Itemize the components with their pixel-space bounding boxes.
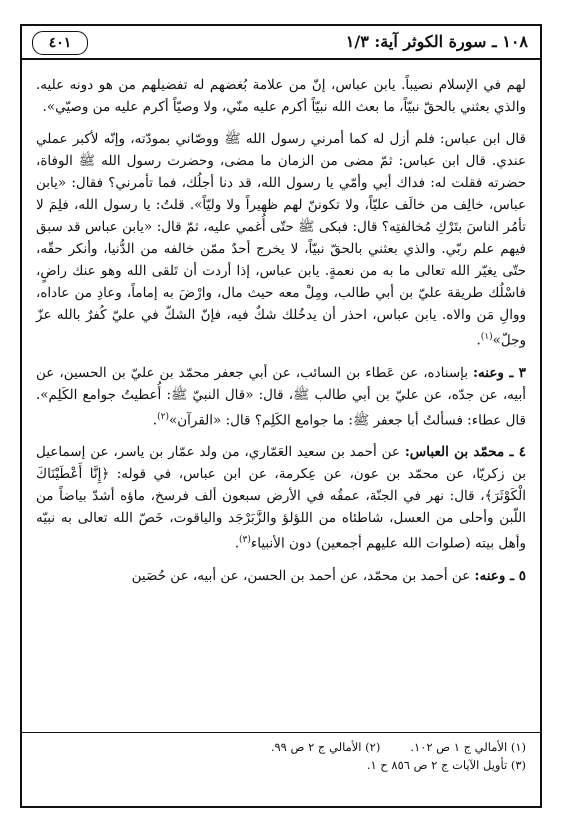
header-title: ١٠٨ ـ سورة الكوثر آية: ١/٣ (345, 32, 528, 51)
paragraph-2: قال ابن عباس: فلم أزل له كما أمرني رسول الله ﷺ ووصّاني بمودّته، وإنّه لأكبر عملي عندي. قال ابن عباس: ثمّ مضى من الزمان ما مضى، وحضرت رسول الله ﷺ الوفاة، حضرته فقلت له: فداك أبي وأمّي يا رسول الله، قد دنا أجلُك، فما تأمرني؟ فقال: «يابن عباس، خالِف من خالَف عليّاً، ولا تكوننّ لهم ظهيراً ولا وليّاً». قلتُ: يا رسول الله، فلِمَ لا تأمُر الناسَ بتَرْكِ مُخالفتِه؟ قال: فبكى ﷺ حتّى أُغمي عليه، ثمّ قال: «يابن عباس قد سبق فيهم علم ربّي. والذي بعثني بالحقّ نبيّاً، لا يخرج أحدٌ ممّن خالفه من الدُّنيا، وأنكر حقّه، حتّى يغيّر الله تعالى ما به من نعمةٍ. يابن عباس، إذا أردت أن تَلقى الله وهو عنك راضٍ، فاسْلُك طريقة عليّ بن أبي طالب، ومِلْ معه حيث مال، وارْضَ به إماماً، وعادِ من عاداه، ووالِ مَن والاه. يابن عباس، احذر أن يدخُلك شكٌ فيه، فإنّ الشكّ في عليّ كُفرٌ بالله عزّ وجلّ»$^{(١)}$. (36, 131, 526, 349)
paragraph-1 (36, 74, 526, 118)
paragraph-lead: ٥ ـ وعنه: (474, 567, 526, 584)
paragraph-lead: ٣ ـ وعنه: (473, 364, 526, 381)
paragraph-text: لهم في الإسلام نصيباً. يابن عباس، إنّ من علامة بُغضهم له تفضيلهم من هو دونه عليه. والذي بعثني بالحقّ نبيّاً، ما بعث الله نبيّاً أكرم عليه منّي، ولا وصيّاً أكرم عليه من وصيّي». (36, 77, 526, 115)
footnote-2: (٢) الأمالي ج ٢ ص ٩٩. (270, 740, 381, 754)
paragraph-4: ٤ ـ محمّد بن العباس: عن أحمد بن سعيد العَمّاري، من ولد عمّار بن ياسر، عن إسماعيل بن زكريّا، عن محمّد بن عون، عن عِكرمة، عن ابن عباس، في قوله: ﴿إِنَّا أَعْطَيْنَاكَ الْكَوْثَرَ﴾، قال: نهر في الجنّة، عمقُه في الأرض سبعون ألف فرسخ، ماؤه أشدّ بياضاً من اللّبن وأحلى من العسل، شاطئاه من اللؤلؤ والزَّبَرْجَد والياقوت، خَصّ الله تعالى به نبيّه وأهل بيته (صلوات الله عليهم أجمعين) دون الأنبياء$^{(٣)}$. (36, 444, 527, 552)
footnote-3: (٣) تأويل الآيات ج ٢ ص ٨٥٦ ح ١. (366, 758, 526, 772)
footnote-row (36, 738, 526, 756)
footnote-marker: (٢) (157, 411, 169, 422)
body-text (36, 74, 526, 597)
paragraph-text: عن أحمد بن محمّد، عن أحمد بن الحسن، عن أبيه، عن حُصَين (131, 567, 471, 584)
page-header (22, 26, 540, 60)
footnote-divider (22, 732, 540, 733)
footnote-marker: (١) (480, 332, 493, 342)
paragraph-text: بإسناده، عن عَطاء بن السائب، عن أبي جعفر محمّد بن عليّ بن الحسين، عن أبيه، عن جدّه، عن عليّ بن أبي طالب ﷺ، قال: «قال النبيّ ﷺ: أُعطيتُ جوامع الكَلِم». قال عطاء: فسألتُ أبا جعفر ﷺ: ما جوامع الكَلِم؟ قال: «القرآن» (36, 364, 526, 428)
paragraph-text: عن أحمد بن سعيد العَمّاري، من ولد عمّار بن ياسر، عن إسماعيل بن زكريّا، عن محمّد بن عون، عن عِكرمة، عن ابن عباس، في قوله: ﴿إِنَّا أَعْطَيْنَاكَ الْكَوْثَرَ﴾، قال: نهر في الجنّة، عمقُه في الأرض سبعون ألف فرسخ، ماؤه أشدّ بياضاً من اللّبن وأحلى من العسل، شاطئاه من اللؤلؤ والزَّبَرْجَد والياقوت، خَصّ الله تعالى به نبيّه وأهل بيته (صلوات الله عليهم أجمعين) دون الأنبياء (36, 444, 526, 552)
page-number-badge: ٤٠١ (32, 31, 88, 55)
footnotes (36, 738, 526, 774)
paragraph-lead: ٤ ـ محمّد بن العباس: (404, 444, 527, 460)
footnote-1: (١) الأمالي ج ١ ص ١٠٢. (410, 740, 526, 754)
page-frame (20, 24, 542, 808)
paragraph-text: قال ابن عباس: فلم أزل له كما أمرني رسول الله ﷺ ووصّاني بمودّته، وإنّه لأكبر عملي عندي. قال ابن عباس: ثمّ مضى من الزمان ما مضى، وحضرت رسول الله ﷺ الوفاة، حضرته فقلت له: فداك أبي وأمّي يا رسول الله، قد دنا أجلُك، فما تأمرني؟ فقال: «يابن عباس، خالِف من خالَف عليّاً، ولا تكوننّ لهم ظهيراً ولا وليّاً». قلتُ: يا رسول الله، فلِمَ لا تأمُر الناسَ بتَرْكِ مُخالفتِه؟ قال: فبكى ﷺ حتّى أُغمي عليه، ثمّ قال: «يابن عباس قد سبق فيهم علم ربّي. والذي بعثني بالحقّ نبيّاً، لا يخرج أحدٌ ممّن خالفه من الدُّنيا، وأنكر حقّه، حتّى يغيّر الله تعالى ما به من نعمةٍ. يابن عباس، إذا أردت أن تَلقى الله وهو عنك راضٍ، فاسْلُك طريقة عليّ بن أبي طالب، ومِلْ معه حيث مال، وارْضَ به إماماً، وعادِ من عاداه، ووالِ مَن والاه. يابن عباس، احذر أن يدخُلك شكٌ فيه، فإنّ الشكّ في عليّ كُفرٌ بالله عزّ وجلّ» (36, 131, 526, 349)
paragraph-3: ٣ ـ وعنه: بإسناده، عن عَطاء بن السائب، عن أبي جعفر محمّد بن عليّ بن الحسين، عن أبيه، عن جدّه، عن عليّ بن أبي طالب ﷺ، قال: «قال النبيّ ﷺ: أُعطيتُ جوامع الكَلِم». قال عطاء: فسألتُ أبا جعفر ﷺ: ما جوامع الكَلِم؟ قال: «القرآن»$^{(٢)}$. (36, 364, 526, 428)
footnote-marker: (٣) (239, 535, 251, 545)
paragraph-5 (36, 565, 526, 587)
footnote-row (36, 756, 526, 774)
